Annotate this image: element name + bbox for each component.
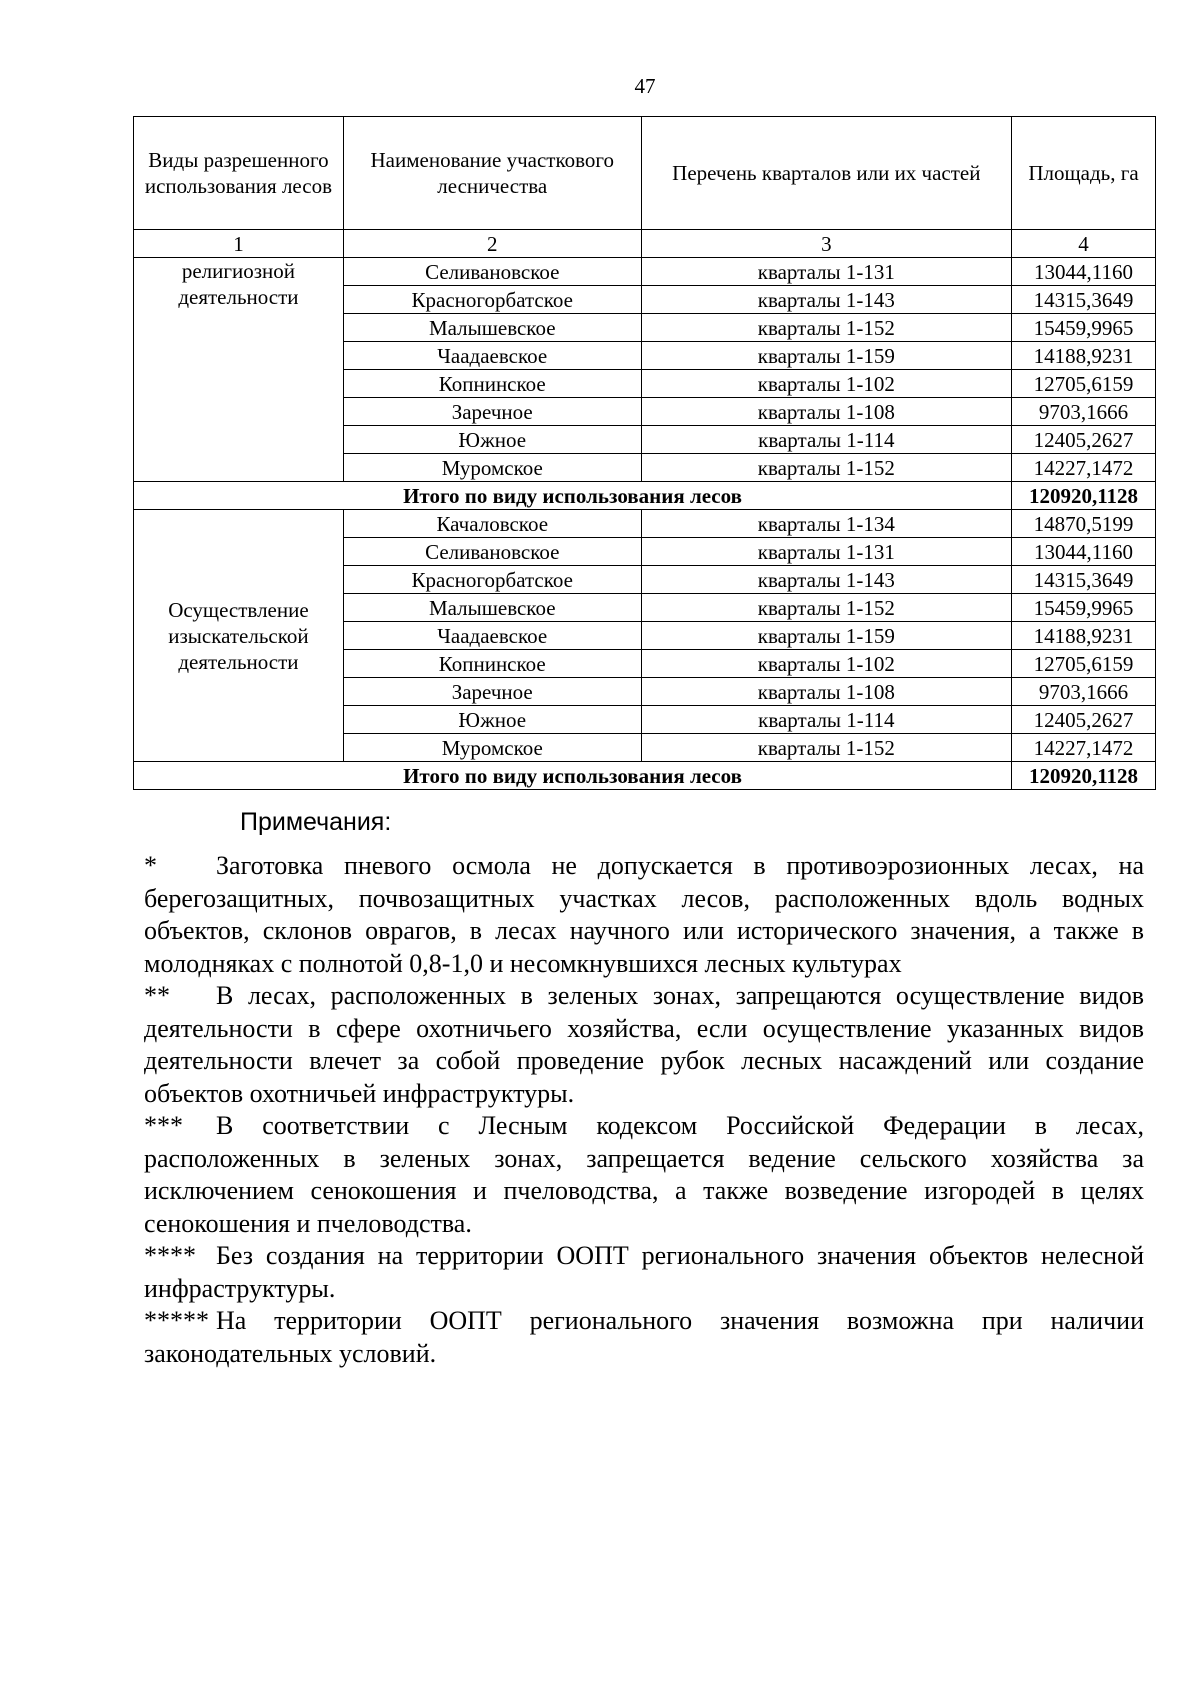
cell-forestry: Южное xyxy=(343,426,641,454)
cell-area: 14870,5199 xyxy=(1012,510,1156,538)
cell-forestry: Копнинское xyxy=(343,650,641,678)
cell-forestry: Муромское xyxy=(343,734,641,762)
cell-quarters: кварталы 1-159 xyxy=(641,622,1011,650)
cell-quarters: кварталы 1-152 xyxy=(641,454,1011,482)
note-item xyxy=(144,980,1144,1110)
cell-quarters: кварталы 1-152 xyxy=(641,734,1011,762)
cell-forestry: Заречное xyxy=(343,678,641,706)
cell-quarters: кварталы 1-114 xyxy=(641,426,1011,454)
cell-area: 13044,1160 xyxy=(1012,538,1156,566)
total-value: 120920,1128 xyxy=(1012,762,1156,790)
cell-forestry: Копнинское xyxy=(343,370,641,398)
header-area: Площадь, га xyxy=(1012,117,1156,230)
cell-area: 14188,9231 xyxy=(1012,622,1156,650)
note-mark: *** xyxy=(144,1111,183,1140)
cell-forestry: Чаадаевское xyxy=(343,342,641,370)
total-row xyxy=(134,482,1156,510)
cell-quarters: кварталы 1-108 xyxy=(641,678,1011,706)
note-mark: **** xyxy=(144,1241,196,1270)
column-number-row xyxy=(134,230,1156,258)
cell-forestry: Чаадаевское xyxy=(343,622,641,650)
cell-area: 14188,9231 xyxy=(1012,342,1156,370)
note-text: Без создания на территории ООПТ регионального значения объектов нелесной инфраструктуры. xyxy=(144,1241,1144,1303)
table-header-row xyxy=(134,117,1156,230)
total-row xyxy=(134,762,1156,790)
note-text: В лесах, расположенных в зеленых зонах, запрещаются осуществление видов деятельности в сфере охотничьего хозяйства, если осуществление указанных видов деятельности влечет за собой проведение рубок лесных насаждений или создание объектов охотничьей инфраструктуры. xyxy=(144,981,1144,1108)
cell-quarters: кварталы 1-152 xyxy=(641,594,1011,622)
total-label: Итого по виду использования лесов xyxy=(134,482,1012,510)
cell-forestry: Качаловское xyxy=(343,510,641,538)
cell-area: 12705,6159 xyxy=(1012,650,1156,678)
forest-use-table xyxy=(133,116,1156,790)
note-text: На территории ООПТ регионального значения возможна при наличии законодательных условий. xyxy=(144,1306,1144,1368)
cell-area: 14315,3649 xyxy=(1012,566,1156,594)
note-mark: ** xyxy=(144,981,170,1010)
cell-quarters: кварталы 1-102 xyxy=(641,370,1011,398)
note-item xyxy=(144,850,1144,980)
cell-kind: религиозной деятельности xyxy=(134,258,344,482)
notes-list xyxy=(144,850,1144,1370)
note-item xyxy=(144,1240,1144,1305)
column-number: 1 xyxy=(134,230,344,258)
cell-quarters: кварталы 1-143 xyxy=(641,566,1011,594)
cell-quarters: кварталы 1-152 xyxy=(641,314,1011,342)
cell-forestry: Красногорбатское xyxy=(343,286,641,314)
cell-area: 14315,3649 xyxy=(1012,286,1156,314)
column-number: 4 xyxy=(1012,230,1156,258)
cell-forestry: Малышевское xyxy=(343,594,641,622)
cell-area: 15459,9965 xyxy=(1012,314,1156,342)
cell-quarters: кварталы 1-143 xyxy=(641,286,1011,314)
cell-area: 9703,1666 xyxy=(1012,678,1156,706)
cell-forestry: Малышевское xyxy=(343,314,641,342)
cell-area: 15459,9965 xyxy=(1012,594,1156,622)
note-text: В соответствии с Лесным кодексом Российской Федерации в лесах, расположенных в зеленых зонах, запрещается ведение сельского хозяйства за исключением сенокошения и пчеловодства, а также возведение изгородей в целях сенокошения и пчеловодства. xyxy=(144,1111,1144,1238)
header-quarters: Перечень кварталов или их частей xyxy=(641,117,1011,230)
note-item xyxy=(144,1110,1144,1240)
page-number: 47 xyxy=(634,74,656,98)
note-mark: ***** xyxy=(144,1306,209,1335)
cell-area: 14227,1472 xyxy=(1012,454,1156,482)
header-kind: Виды разрешенного использования лесов xyxy=(134,117,344,230)
cell-forestry: Муромское xyxy=(343,454,641,482)
column-number: 2 xyxy=(343,230,641,258)
note-mark: * xyxy=(144,851,157,880)
cell-forestry: Селивановское xyxy=(343,538,641,566)
cell-area: 14227,1472 xyxy=(1012,734,1156,762)
cell-area: 12405,2627 xyxy=(1012,706,1156,734)
cell-quarters: кварталы 1-114 xyxy=(641,706,1011,734)
cell-quarters: кварталы 1-131 xyxy=(641,538,1011,566)
cell-quarters: кварталы 1-108 xyxy=(641,398,1011,426)
cell-forestry: Заречное xyxy=(343,398,641,426)
table-row xyxy=(134,258,1156,286)
cell-forestry: Красногорбатское xyxy=(343,566,641,594)
cell-area: 13044,1160 xyxy=(1012,258,1156,286)
cell-area: 9703,1666 xyxy=(1012,398,1156,426)
total-label: Итого по виду использования лесов xyxy=(134,762,1012,790)
note-item xyxy=(144,1305,1144,1370)
header-forestry: Наименование участкового лесничества xyxy=(343,117,641,230)
table-body xyxy=(134,230,1156,790)
cell-area: 12705,6159 xyxy=(1012,370,1156,398)
cell-quarters: кварталы 1-159 xyxy=(641,342,1011,370)
cell-forestry: Селивановское xyxy=(343,258,641,286)
note-text: Заготовка пневого осмола не допускается в противоэрозионных лесах, на берегозащитных, почвозащитных участках лесов, расположенных вдоль водных объектов, склонов оврагов, в лесах научного или исторического значения, а также в молодняках с полнотой 0,8-1,0 и несомкнувшихся лесных культурах xyxy=(144,851,1144,978)
cell-forestry: Южное xyxy=(343,706,641,734)
cell-kind: Осуществление изыскательской деятельности xyxy=(134,510,344,762)
cell-quarters: кварталы 1-131 xyxy=(641,258,1011,286)
cell-area: 12405,2627 xyxy=(1012,426,1156,454)
notes-title: Примечания: xyxy=(240,808,392,836)
cell-quarters: кварталы 1-102 xyxy=(641,650,1011,678)
table-row xyxy=(134,510,1156,538)
total-value: 120920,1128 xyxy=(1012,482,1156,510)
cell-quarters: кварталы 1-134 xyxy=(641,510,1011,538)
column-number: 3 xyxy=(641,230,1011,258)
